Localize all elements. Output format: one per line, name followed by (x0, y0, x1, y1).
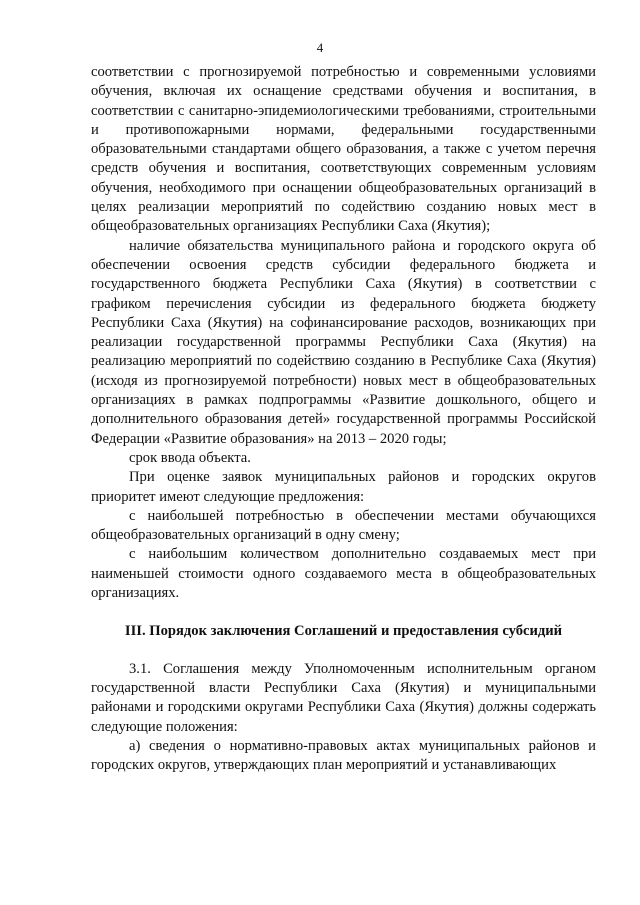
section-heading: III. Порядок заключения Соглашений и предоставления субсидий (124, 623, 563, 640)
paragraph-legal-acts: а) сведения о нормативно-правовых актах муниципальных районов и городских округов, утверждающих план мероприятий и устанавливающих (91, 737, 596, 774)
paragraph-evaluation-priority: При оценке заявок муниципальных районов и городских округов приоритет имеют следующие предложения: (91, 469, 596, 505)
paragraph-commissioning-date: срок ввода объекта. (129, 449, 251, 466)
paragraph-lowest-cost-places: с наибольшим количеством дополнительно создаваемых мест при наименьшей стоимости одного создаваемого места в общеобразовательных организациях. (91, 546, 596, 602)
document-body (91, 63, 596, 775)
paragraph-obligation: наличие обязательства муниципального района и городского округа об обеспечении освоения средств субсидии федерального бюджета и государственного бюджета Республики Саха (Якутия) в соответствии с графиком перечисления субсидии из федерального бюджета бюджету Республики Саха (Якутия) на софинансирование расходов, возникающих при реализации государственной программы Республики Саха (Якутия) на реализацию мероприятий по содействию созданию в Республике Саха (Якутия) (исходя из прогнозируемой потребности) новых мест в общеобразовательных организациях в рамках подпрограммы «Развитие дошкольного, общего и дополнительного образования детей» государственной программы Российской Федерации «Развитие образования» на 2013 – 2020 годы; (91, 237, 596, 447)
page-number: 4 (316, 40, 324, 55)
paragraph-single-shift-need: с наибольшей потребностью в обеспечении местами обучающихся общеобразовательных организаций в одну смену; (91, 507, 596, 544)
paragraph-agreements: 3.1. Соглашения между Уполномоченным исполнительным органом государственной власти Республики Саха (Якутия) и муниципальными районами и городскими округами Республики Саха (Якутия) должны содержать следующие положения: (91, 660, 596, 735)
paragraph-continuation: соответствии с прогнозируемой потребностью и современными условиями обучения, включая их оснащение средствами обучения и воспитания, в соответствии с санитарно-эпидемиологическими требованиями, строительными и противопожарными нормами, федеральными государственными образовательными стандартами общего образования, а также с учетом перечня средств обучения и воспитания, соответствующих современным условиям обучения, необходимого при оснащении общеобразовательных организаций в целях реализации мероприятий по содействию созданию новых мест в общеобразовательных организациях Республики Саха (Якутия); (91, 64, 596, 235)
